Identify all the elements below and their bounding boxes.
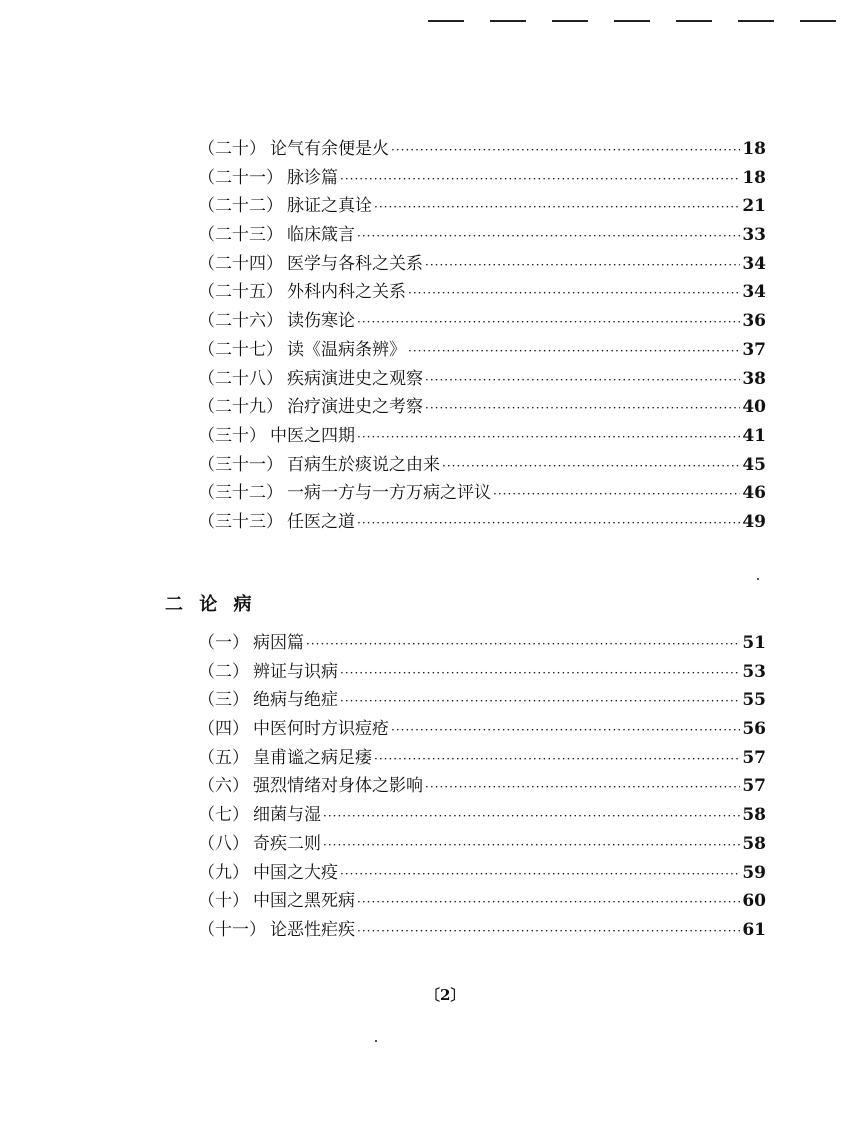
toc-section-1	[198, 134, 766, 536]
dash	[614, 20, 650, 22]
entry-page: 60	[742, 891, 766, 912]
entry-page: 53	[742, 661, 766, 682]
entry-number: （二十七）	[198, 339, 283, 360]
entry-page: 61	[742, 919, 766, 940]
toc-entry	[198, 392, 766, 421]
entry-number: （二十九）	[198, 397, 283, 418]
entry-title: 奇疾二则	[253, 833, 321, 854]
entry-title: 任医之道	[287, 511, 355, 532]
dot-leader	[408, 344, 740, 358]
toc-entry	[198, 771, 766, 800]
toc-entry	[198, 628, 766, 657]
entry-page: 56	[742, 719, 766, 740]
entry-page: 40	[742, 397, 766, 418]
dot-leader	[374, 200, 740, 214]
dot-leader	[357, 229, 740, 243]
dash	[676, 20, 712, 22]
entry-number: （十）	[198, 891, 249, 912]
dot-leader	[425, 258, 740, 272]
dot-leader	[493, 487, 740, 501]
dot-leader	[425, 780, 740, 794]
toc-entry	[198, 277, 766, 306]
entry-page: 51	[742, 633, 766, 653]
toc-entry	[198, 163, 766, 192]
dot-leader	[340, 867, 740, 881]
dot-leader	[340, 666, 740, 680]
entry-number: （二十五）	[198, 282, 283, 303]
entry-number: （二十二）	[198, 196, 283, 217]
dot-leader	[425, 373, 740, 387]
entry-number: （六）	[198, 776, 249, 797]
entry-number: （三十一）	[198, 454, 283, 475]
entry-page: 57	[742, 776, 766, 797]
dot-leader	[306, 637, 740, 651]
toc-entry	[198, 421, 766, 450]
dot-leader	[323, 838, 740, 852]
toc-entry	[198, 657, 766, 686]
entry-number: （三十三）	[198, 511, 283, 532]
entry-title: 脉证之真诠	[287, 196, 372, 217]
entry-number: （九）	[198, 862, 249, 883]
dot-leader	[425, 401, 740, 415]
entry-page: 33	[742, 225, 766, 246]
entry-title: 中国之黑死病	[253, 891, 355, 912]
entry-title: 医学与各科之关系	[287, 253, 423, 274]
entry-page: 58	[742, 805, 766, 826]
toc-entry	[198, 364, 766, 393]
dot-leader	[323, 809, 740, 823]
entry-title: 病因篇	[253, 633, 304, 653]
entry-number: （二十）	[198, 139, 266, 159]
dot-leader	[391, 723, 740, 737]
toc-entry	[198, 714, 766, 743]
header-rule-dashes	[428, 20, 836, 22]
dot-leader	[391, 143, 740, 157]
dot-leader	[374, 752, 740, 766]
entry-number: （十一）	[198, 919, 266, 940]
toc-entry	[198, 134, 766, 163]
entry-title: 论气有余便是火	[270, 139, 389, 159]
dot-leader	[357, 516, 740, 530]
entry-title: 中医之四期	[270, 425, 355, 446]
entry-title: 辨证与识病	[253, 661, 338, 682]
entry-number: （八）	[198, 833, 249, 854]
toc-entry	[198, 800, 766, 829]
entry-page: 38	[742, 368, 766, 389]
scan-speck	[375, 1040, 377, 1042]
toc-section-2	[198, 628, 766, 944]
entry-number: （三）	[198, 690, 249, 711]
dot-leader	[340, 172, 740, 186]
toc-entry	[198, 886, 766, 915]
entry-number: （二）	[198, 661, 249, 682]
dash	[800, 20, 836, 22]
toc-entry	[198, 685, 766, 714]
entry-page: 58	[742, 833, 766, 854]
entry-number: （四）	[198, 719, 249, 740]
section-heading: 二 论 病	[165, 594, 252, 615]
entry-title: 皇甫谧之病足痿	[253, 747, 372, 768]
entry-title: 疾病演进史之观察	[287, 368, 423, 389]
entry-title: 论恶性疟疾	[270, 919, 355, 940]
entry-page: 41	[742, 425, 766, 446]
dot-leader	[408, 286, 740, 300]
dot-leader	[357, 430, 740, 444]
dot-leader	[340, 694, 740, 708]
entry-page: 21	[742, 196, 766, 217]
toc-entry	[198, 507, 766, 536]
entry-page: 36	[742, 311, 766, 332]
entry-title: 强烈情绪对身体之影响	[253, 776, 423, 797]
entry-title: 中国之大疫	[253, 862, 338, 883]
entry-page: 59	[742, 862, 766, 883]
entry-title: 外科内科之关系	[287, 282, 406, 303]
entry-number: （三十二）	[198, 483, 283, 504]
entry-page: 57	[742, 747, 766, 768]
toc-entry	[198, 858, 766, 887]
dot-leader	[357, 315, 740, 329]
entry-page: 55	[742, 690, 766, 711]
entry-number: （三十）	[198, 425, 266, 446]
entry-page: 46	[742, 483, 766, 504]
entry-title: 细菌与湿	[253, 805, 321, 826]
entry-number: （一）	[198, 633, 249, 653]
dash	[738, 20, 774, 22]
entry-title: 绝病与绝症	[253, 690, 338, 711]
entry-page: 34	[742, 282, 766, 303]
entry-number: （二十三）	[198, 225, 283, 246]
entry-page: 49	[742, 511, 766, 532]
page-number: 〔2〕	[425, 986, 466, 1004]
toc-entry	[198, 220, 766, 249]
dash	[490, 20, 526, 22]
entry-number: （二十四）	[198, 253, 283, 274]
entry-page: 34	[742, 253, 766, 274]
entry-title: 百病生於痰说之由来	[287, 454, 440, 475]
entry-title: 治疗演进史之考察	[287, 397, 423, 418]
entry-page: 37	[742, 339, 766, 360]
toc-entry	[198, 478, 766, 507]
dash	[552, 20, 588, 22]
toc-entry	[198, 306, 766, 335]
dot-leader	[442, 459, 740, 473]
toc-entry	[198, 249, 766, 278]
dot-leader	[357, 895, 740, 909]
entry-number: （二十八）	[198, 368, 283, 389]
entry-title: 临床箴言	[287, 225, 355, 246]
entry-number: （五）	[198, 747, 249, 768]
entry-title: 读《温病条辨》	[287, 339, 406, 360]
toc-entry	[198, 191, 766, 220]
entry-title: 脉诊篇	[287, 167, 338, 188]
toc-entry	[198, 743, 766, 772]
toc-entry	[198, 829, 766, 858]
toc-entry	[198, 915, 766, 944]
dash	[428, 20, 464, 22]
toc-entry	[198, 335, 766, 364]
entry-title: 一病一方与一方万病之评议	[287, 483, 491, 504]
toc-entry	[198, 450, 766, 479]
entry-title: 中医何时方识痘疮	[253, 719, 389, 740]
entry-number: （二十一）	[198, 167, 283, 188]
entry-page: 18	[742, 139, 766, 159]
entry-number: （七）	[198, 805, 249, 826]
entry-number: （二十六）	[198, 311, 283, 332]
dot-leader	[357, 924, 740, 938]
entry-page: 45	[742, 454, 766, 475]
entry-title: 读伤寒论	[287, 311, 355, 332]
scan-speck	[757, 578, 759, 580]
entry-page: 18	[742, 167, 766, 188]
